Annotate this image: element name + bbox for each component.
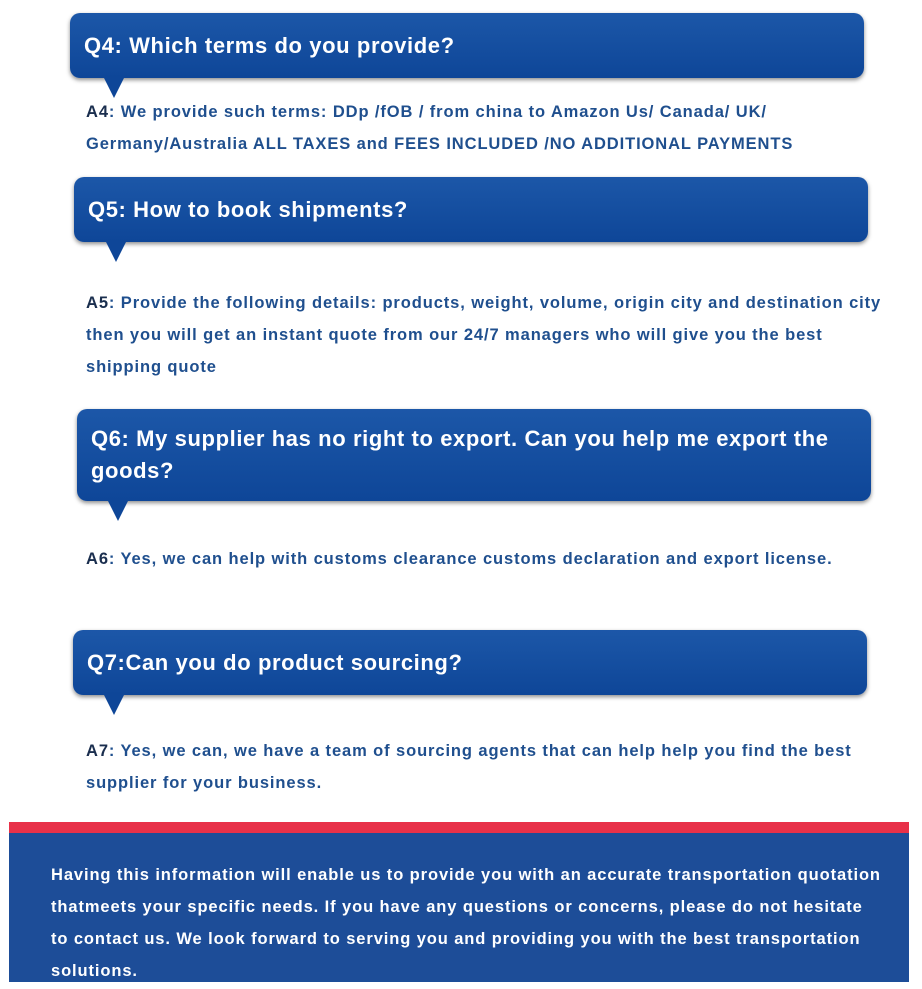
faq-answer-label: A5	[86, 294, 109, 312]
faq-answer-label: A6	[86, 550, 109, 568]
faq-answer-text: : Yes, we can help with customs clearance customs declaration and export license.	[108, 550, 833, 568]
faq-answer-a5	[86, 287, 882, 383]
footer-text: Having this information will enable us to provide you with an accurate transportation quotation thatmeets your specific needs. If you have any questions or concerns, please do not hesitate to contact us. We look forward to serving you and providing you with the best transportation solutions.	[51, 866, 881, 980]
speech-bubble-tail	[104, 695, 124, 715]
faq-question-text: Q4: Which terms do you provide?	[84, 32, 455, 58]
faq-answer-label: A4	[86, 103, 109, 121]
faq-question-text: Q5: How to book shipments?	[88, 196, 408, 222]
faq-question-text: Q7:Can you do product sourcing?	[87, 649, 463, 675]
footer-info-band	[9, 822, 909, 982]
faq-answer-a7	[86, 735, 882, 799]
faq-answer-text: : We provide such terms: DDp /fOB / from china to Amazon Us/ Canada/ UK/ Germany/Australia ALL TAXES and FEES INCLUDED /NO ADDITIONAL PAYMENTS	[86, 103, 794, 153]
speech-bubble-tail	[108, 501, 128, 521]
faq-answer-a4	[86, 96, 882, 160]
faq-answer-label: A7	[86, 742, 109, 760]
faq-answer-a6	[86, 543, 882, 575]
speech-bubble-tail	[104, 78, 124, 98]
faq-question-text: Q6: My supplier has no right to export. Can you help me export the goods?	[91, 426, 829, 483]
faq-answer-text: : Provide the following details: products, weight, volume, origin city and destination city then you will get an instant quote from our 24/7 managers who will give you the best shipping quote	[86, 294, 882, 376]
speech-bubble-tail	[106, 242, 126, 262]
faq-question-q6	[77, 409, 871, 501]
faq-question-q5	[74, 177, 868, 242]
faq-question-q4	[70, 13, 864, 78]
faq-question-q7	[73, 630, 867, 695]
faq-answer-text: : Yes, we can, we have a team of sourcing agents that can help help you find the best supplier for your business.	[86, 742, 852, 792]
